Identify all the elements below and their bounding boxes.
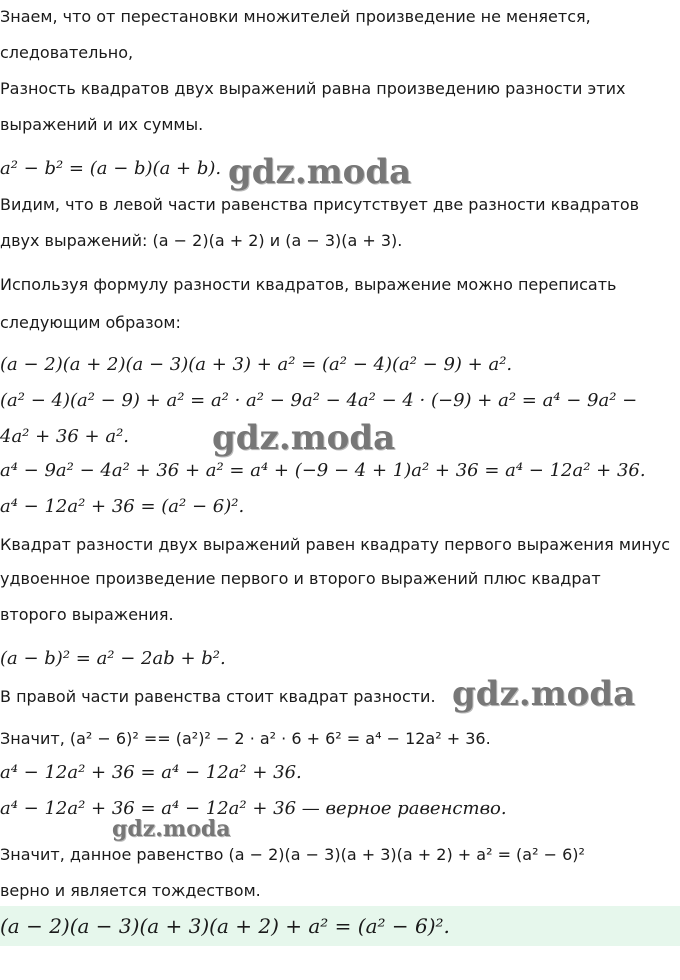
- text-line: Значит, данное равенство (a − 2)(a − 3)(a + 3)(a + 2) + a² = (a² − 6)²: [0, 845, 585, 864]
- watermark-logo: gdz.moda: [228, 152, 412, 192]
- formula-line: (a² − 4)(a² − 9) + a² = a² · a² − 9a² − 4a² − 4 · (−9) + a² = a⁴ − 9a² −: [0, 390, 638, 411]
- text-line: второго выражения.: [0, 605, 174, 624]
- formula-line: (a − 2)(a + 2)(a − 3)(a + 3) + a² = (a² − 4)(a² − 9) + a².: [0, 354, 513, 375]
- formula-line: a⁴ − 12a² + 36 = a⁴ − 12a² + 36.: [0, 762, 302, 783]
- text-line: следующим образом:: [0, 313, 181, 332]
- text-line: Квадрат разности двух выражений равен квадрату первого выражения минус: [0, 535, 671, 554]
- text-line: Знаем, что от перестановки множителей произведение не меняется,: [0, 7, 591, 26]
- formula-line: a⁴ − 12a² + 36 = (a² − 6)².: [0, 496, 245, 517]
- formula-line: a⁴ − 12a² + 36 = a⁴ − 12a² + 36 — верное равенство.: [0, 798, 507, 819]
- formula-line: a² − b² = (a − b)(a + b).: [0, 158, 222, 179]
- text-line: двух выражений: (a − 2)(a + 2) и (a − 3)(a + 3).: [0, 231, 403, 250]
- answer-formula: (a − 2)(a − 3)(a + 3)(a + 2) + a² = (a² − 6)².: [0, 914, 450, 938]
- formula-line: a⁴ − 9a² − 4a² + 36 + a² = a⁴ + (−9 − 4 + 1)a² + 36 = a⁴ − 12a² + 36.: [0, 460, 646, 481]
- text-line: Используя формулу разности квадратов, выражение можно переписать: [0, 275, 617, 294]
- text-line: верно и является тождеством.: [0, 881, 261, 900]
- watermark-logo: gdz.moda: [452, 674, 636, 714]
- watermark-logo: gdz.moda: [112, 816, 231, 842]
- text-line: Значит, (a² − 6)² == (a²)² − 2 · a² · 6 + 6² = a⁴ − 12a² + 36.: [0, 729, 491, 748]
- text-line: В правой части равенства стоит квадрат разности.: [0, 687, 436, 706]
- formula-line: (a − b)² = a² − 2ab + b².: [0, 648, 226, 669]
- formula-line: 4a² + 36 + a².: [0, 426, 130, 447]
- text-line: удвоенное произведение первого и второго выражений плюс квадрат: [0, 569, 601, 588]
- answer-box: [0, 906, 680, 946]
- text-line: Видим, что в левой части равенства присутствует две разности квадратов: [0, 195, 640, 214]
- text-line: следовательно,: [0, 43, 134, 62]
- watermark-logo: gdz.moda: [212, 418, 396, 458]
- text-line: выражений и их суммы.: [0, 115, 204, 134]
- text-line: Разность квадратов двух выражений равна произведению разности этих: [0, 79, 626, 98]
